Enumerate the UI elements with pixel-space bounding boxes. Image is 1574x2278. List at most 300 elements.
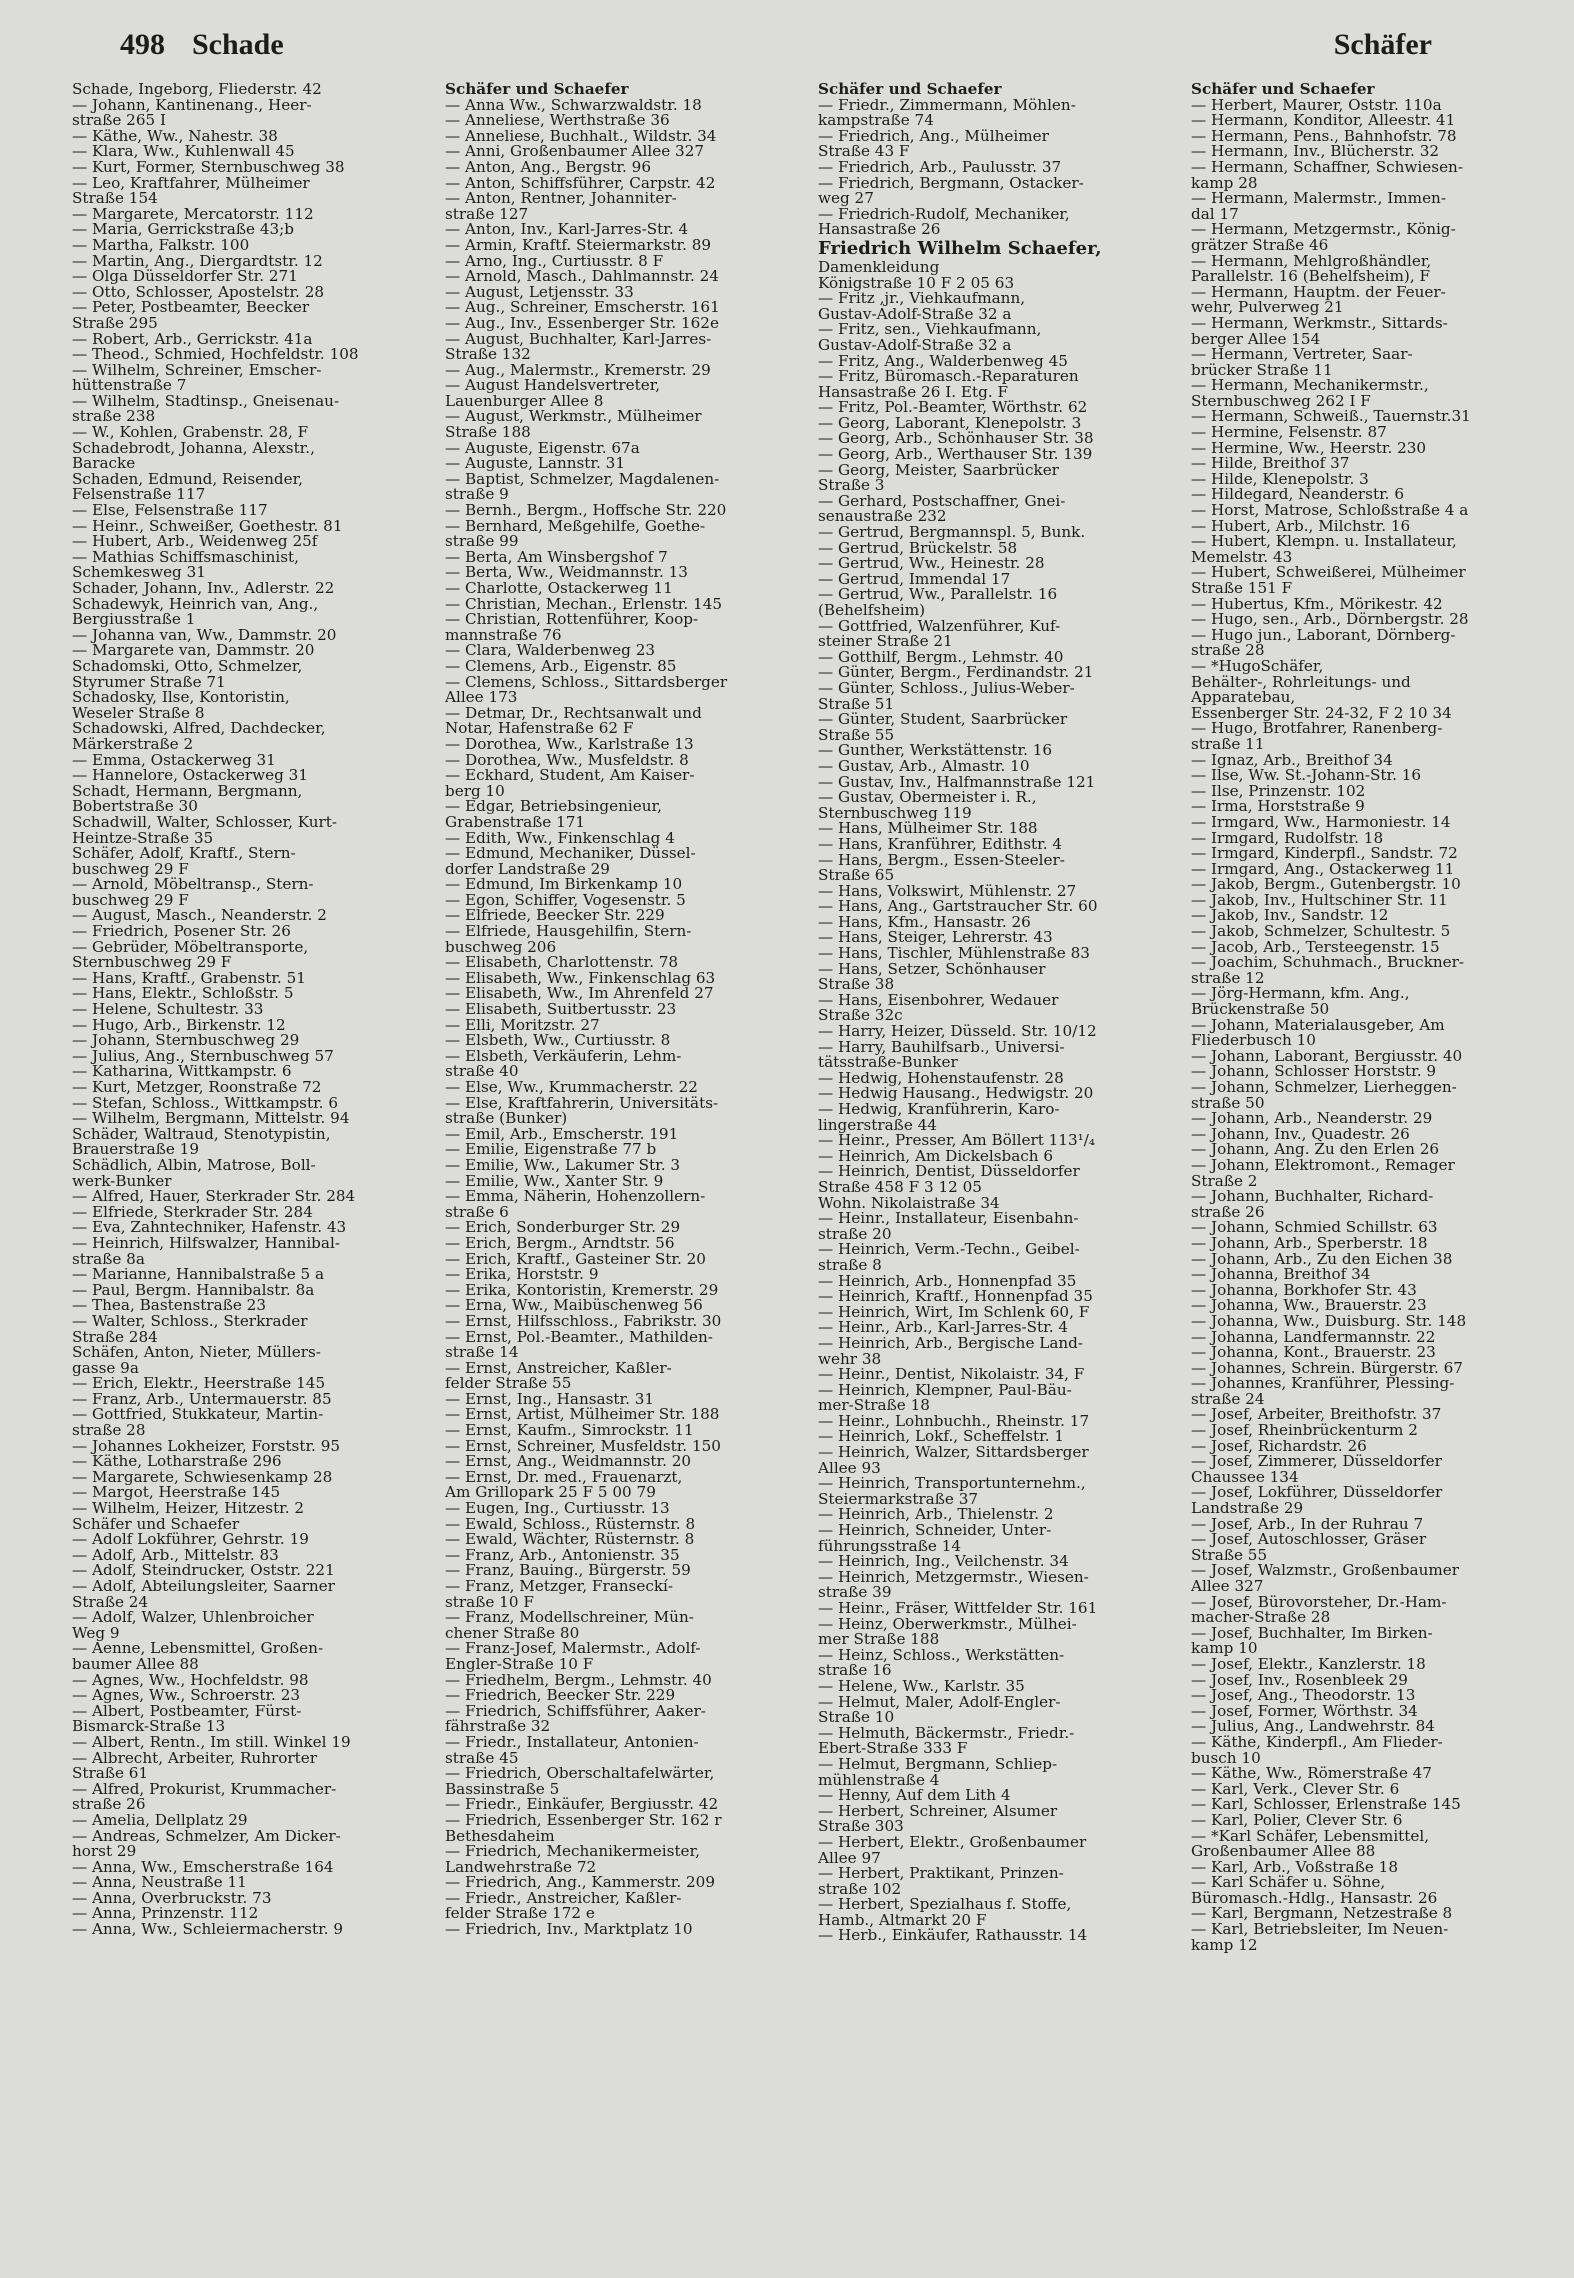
directory-entry-line: — Karl, Betriebsleiter, Im Neuen- <box>1191 1922 1449 1938</box>
directory-entry-line: — Heinr., Installateur, Eisenbahn- <box>818 1211 1079 1227</box>
directory-entry-line: — Hermann, Konditor, Alleestr. 41 <box>1191 113 1456 129</box>
directory-entry-line: — Erika, Kontoristin, Kremerstr. 29 <box>445 1282 719 1299</box>
directory-entry-line: — Armin, Kraftf. Steiermarkstr. 89 <box>445 237 712 254</box>
directory-entry-line: lingerstraße 44 <box>818 1117 937 1134</box>
directory-entry-line: — Karl, Schlosser, Erlenstraße 145 <box>1191 1797 1461 1813</box>
directory-entry-line: — August Handelsvertreter, <box>445 378 661 394</box>
directory-entry-line: — Hermann, Werkmstr., Sittards- <box>1191 315 1448 332</box>
directory-entry-line: — Ilse, Ww. St.-Johann-Str. 16 <box>1191 768 1422 784</box>
directory-entry-line: Damenkleidung <box>818 259 940 276</box>
directory-entry-line: — Margarete, Mercatorstr. 112 <box>72 206 314 223</box>
directory-entry-line: straße 238 <box>72 409 156 426</box>
directory-entry-line: — Hugo, Arb., Birkenstr. 12 <box>72 1017 286 1034</box>
directory-entry-line: buschweg 29 F <box>72 892 189 909</box>
directory-entry-line: — Hermine, Ww., Heerstr. 230 <box>1191 440 1427 457</box>
directory-entry-line: Schadewyk, Heinrich van, Ang., <box>72 596 319 613</box>
directory-entry-line: — Franz-Josef, Malermstr., Adolf- <box>445 1641 701 1657</box>
directory-entry-line: — Johann, Laborant, Bergiusstr. 40 <box>1191 1048 1463 1065</box>
directory-entry-line: dal 17 <box>1191 206 1239 223</box>
directory-entry-line: — Hermann, Hauptm. der Feuer- <box>1191 284 1446 301</box>
directory-entry-line: Märkerstraße 2 <box>72 736 194 753</box>
directory-entry-line: — Ernst, Ang., Weidmannstr. 20 <box>445 1454 692 1470</box>
directory-entry-line: — Agnes, Ww., Schroerstr. 23 <box>72 1688 301 1704</box>
directory-entry-line: — Gebrüder, Möbeltransporte, <box>72 939 309 956</box>
left-running-head: Schade <box>192 28 284 61</box>
directory-entry-line: — Heinrich, Walzer, Sittardsberger <box>818 1445 1089 1461</box>
directory-entry-line: — Ernst, Dr. med., Frauenarzt, <box>445 1469 683 1486</box>
directory-entry-line: Chaussee 134 <box>1191 1469 1299 1486</box>
directory-entry-line: — Josef, Elektr., Kanzlerstr. 18 <box>1191 1656 1426 1673</box>
directory-entry-line: Schäfen, Anton, Nieter, Müllers- <box>72 1345 321 1361</box>
directory-entry-line: — Adolf, Arb., Mittelstr. 83 <box>72 1547 279 1564</box>
directory-entry-line: — Margarete van, Dammstr. 20 <box>72 643 315 659</box>
directory-entry-line: — Josef, Bürovorsteher, Dr.-Ham- <box>1191 1594 1447 1611</box>
directory-entry-line: wehr, Pulverweg 21 <box>1191 300 1344 316</box>
directory-entry-line: brücker Straße 11 <box>1191 362 1333 379</box>
directory-entry-line: — Emilie, Ww., Lakumer Str. 3 <box>445 1157 681 1174</box>
directory-entry-line: Brauerstraße 19 <box>72 1142 200 1158</box>
directory-entry-line: — Auguste, Lannstr. 31 <box>445 456 625 472</box>
directory-entry-line: Schadomski, Otto, Schmelzer, <box>72 658 303 675</box>
directory-entry-line: — Ernst, Kaufm., Simrockstr. 11 <box>445 1423 694 1439</box>
directory-entry-line: — Ignaz, Arb., Breithof 34 <box>1191 752 1393 769</box>
directory-entry-line: — Albert, Postbeamter, Fürst- <box>72 1703 302 1720</box>
directory-entry-line: — Heinrich, Ing., Veilchenstr. 34 <box>818 1554 1069 1570</box>
directory-entry-line: — Ernst, Artist, Mülheimer Str. 188 <box>445 1407 720 1424</box>
directory-entry-line: — Gerhard, Postschaffner, Gnei- <box>818 493 1066 510</box>
directory-entry-line: — Heinrich, Wirt, Im Schlenk 60, F <box>818 1304 1090 1321</box>
directory-entry-line: grätzer Straße 46 <box>1191 237 1329 254</box>
directory-entry-line: — Elisabeth, Ww., Finkenschlag 63 <box>445 970 716 987</box>
directory-entry-line: Straße 55 <box>1191 1547 1268 1564</box>
directory-entry-line: — Josef, Arbeiter, Breithofstr. 37 <box>1191 1407 1442 1424</box>
directory-entry-line: — Elsbeth, Verkäuferin, Lehm- <box>445 1048 682 1065</box>
directory-entry-line: — Josef, Zimmerer, Düsseldorfer <box>1191 1454 1442 1470</box>
page-number: 498 <box>120 28 165 61</box>
directory-entry-line: — Eugen, Ing., Curtiusstr. 13 <box>445 1501 670 1517</box>
directory-entry-line: — Friedrich, Inv., Marktplatz 10 <box>445 1922 693 1938</box>
directory-entry-line: — Heinrich, Arb., Bergische Land- <box>818 1335 1084 1352</box>
directory-entry-line: — Anton, Ang., Bergstr. 96 <box>445 159 652 176</box>
directory-entry-line: — Emil, Arb., Emscherstr. 191 <box>445 1126 679 1143</box>
entry-columns <box>72 82 1542 2262</box>
directory-entry-line: — Leo, Kraftfahrer, Mülheimer <box>72 175 310 192</box>
directory-entry-line: — Dorothea, Ww., Musfeldstr. 8 <box>445 752 689 769</box>
directory-entry-line: — Hans, Tischler, Mühlenstraße 83 <box>818 946 1090 962</box>
directory-entry-line: Parallelstr. 16 (Behelfsheim), F <box>1191 269 1431 285</box>
directory-entry-line: — Johann, Sternbuschweg 29 <box>72 1033 300 1049</box>
directory-entry-line: — Karl, Verk., Clever Str. 6 <box>1191 1781 1400 1798</box>
directory-entry-line: — Wilhelm, Schreiner, Emscher- <box>72 362 322 379</box>
directory-entry-line: — Gertrud, Immendal 17 <box>818 571 1011 588</box>
directory-entry-line: Schäfer, Adolf, Kraftf., Stern- <box>72 846 296 862</box>
directory-entry-line: — Johann, Schlosser Horststr. 9 <box>1191 1064 1437 1080</box>
directory-entry-line: Hansastraße 26 I. Etg. F <box>818 384 1009 401</box>
directory-entry-line: Straße 3 <box>818 478 885 494</box>
directory-entry-line: — Günter, Bergm., Ferdinandstr. 21 <box>818 665 1094 681</box>
directory-entry-line: — Olga Düsseldorfer Str. 271 <box>72 269 298 285</box>
directory-entry-line: — Hermann, Mehlgroßhändler, <box>1191 253 1432 270</box>
directory-entry-line: — Heinz, Oberwerkmstr., Mülhei- <box>818 1616 1077 1633</box>
directory-entry-line: — Amelia, Dellplatz 29 <box>72 1812 248 1829</box>
directory-entry-line: — Paul, Bergm. Hannibalstr. 8a <box>72 1282 315 1299</box>
directory-entry-line: — Josef, Walzmstr., Großenbaumer <box>1191 1563 1459 1579</box>
directory-entry-line: Straße 295 <box>72 315 158 332</box>
directory-entry-line: — Hans, Mülheimer Str. 188 <box>818 821 1038 837</box>
directory-entry-line: — Gertrud, Bergmannspl. 5, Bunk. <box>818 525 1086 541</box>
directory-entry-line: — Karl Schäfer u. Söhne, <box>1191 1875 1386 1891</box>
directory-entry-line: — Martha, Falkstr. 100 <box>72 237 250 254</box>
directory-entry-line: straße 50 <box>1191 1095 1265 1112</box>
directory-entry-line: — Heinr., Presser, Am Böllert 113¹/₄ <box>818 1133 1095 1149</box>
directory-entry-line: — Adolf Lokführer, Gehrstr. 19 <box>72 1532 309 1548</box>
directory-entry-line: Sternbuschweg 29 F <box>72 955 232 971</box>
directory-entry-line: Engler-Straße 10 F <box>445 1656 594 1673</box>
directory-entry-line: — Hugo, Brotfahrer, Ranenberg- <box>1191 721 1443 737</box>
directory-entry-line: — Anna Ww., Schwarzwaldstr. 18 <box>445 97 702 114</box>
directory-entry-line: — Clemens, Schloss., Sittardsberger <box>445 674 728 691</box>
directory-entry-line: — Heinrich, Klempner, Paul-Bäu- <box>818 1382 1072 1399</box>
directory-entry-line: straße 26 <box>1191 1204 1265 1221</box>
directory-entry-line: — Agnes, Ww., Hochfeldstr. 98 <box>72 1672 309 1689</box>
directory-entry-line: — Friedrich, Ang., Mülheimer <box>818 128 1049 145</box>
directory-entry-line: — Berta, Ww., Weidmannstr. 13 <box>445 565 688 581</box>
directory-entry-line: wehr 38 <box>818 1351 882 1368</box>
directory-entry-line: straße 9 <box>445 487 509 504</box>
directory-entry-line: — Fritz, Büromasch.-Reparaturen <box>818 369 1079 385</box>
directory-entry-line: — Adolf, Abteilungsleiter, Saarner <box>72 1579 335 1595</box>
directory-entry-line: dorfer Landstraße 29 <box>445 861 610 878</box>
directory-entry-line: — Jakob, Inv., Sandstr. 12 <box>1191 908 1389 925</box>
directory-entry-line: — Alfred, Prokurist, Krummacher- <box>72 1781 337 1798</box>
right-running-head: Schäfer <box>1333 28 1432 61</box>
directory-entry-line: Behälter-, Rohrleitungs- und <box>1191 674 1411 691</box>
directory-entry-line: Straße 284 <box>72 1329 158 1346</box>
directory-entry-line: — Friedr., Zimmermann, Möhlen- <box>818 97 1076 114</box>
directory-entry-line: — Hubert, Schweißerei, Mülheimer <box>1191 565 1466 581</box>
directory-entry-line: — Friedhelm, Bergm., Lehmstr. 40 <box>445 1672 712 1689</box>
directory-entry-line: — Edmund, Mechaniker, Düssel- <box>445 846 696 862</box>
directory-entry-line: — Helmut, Bergmann, Schliep- <box>818 1756 1058 1773</box>
column-heading: Schäfer und Schaefer <box>1191 82 1375 98</box>
directory-entry-line: — Hermann, Inv., Blücherstr. 32 <box>1191 144 1440 160</box>
directory-entry-line: — Elisabeth, Suitbertusstr. 23 <box>445 1002 677 1018</box>
directory-entry-line: — Johann, Materialausgeber, Am <box>1191 1017 1445 1034</box>
directory-entry-line: Allee 93 <box>818 1460 881 1477</box>
directory-entry-line: — Erich, Kraftf., Gasteiner Str. 20 <box>445 1251 706 1268</box>
directory-entry-line: — Maria, Gerrickstraße 43;b <box>72 222 294 238</box>
directory-entry-line: — Friedrich, Schiffsführer, Aaker- <box>445 1703 706 1720</box>
directory-entry-line: — Hans, Kranführer, Edithstr. 4 <box>818 836 1063 853</box>
directory-entry-line: — Herb., Einkäufer, Rathausstr. 14 <box>818 1928 1088 1945</box>
directory-entry-line: — Georg, Arb., Werthauser Str. 139 <box>818 447 1093 463</box>
directory-entry-line: Bassinstraße 5 <box>445 1781 560 1798</box>
directory-entry-line: Landstraße 29 <box>1191 1501 1304 1517</box>
directory-entry-line: — Edith, Ww., Finkenschlag 4 <box>445 830 675 847</box>
directory-entry-line: — Josef, Rheinbrückenturm 2 <box>1191 1423 1418 1439</box>
directory-entry-line: Baracke <box>72 456 136 472</box>
directory-entry-line: Brückenstraße 50 <box>1191 1002 1330 1018</box>
directory-entry-line: — Alfred, Hauer, Sterkrader Str. 284 <box>72 1189 356 1205</box>
directory-entry-line: Schadowski, Alfred, Dachdecker, <box>72 721 326 737</box>
directory-entry-line: tätsstraße-Bunker <box>818 1055 958 1071</box>
directory-entry-line: mer-Straße 18 <box>818 1398 930 1414</box>
directory-entry-line: kamp 10 <box>1191 1641 1258 1657</box>
directory-entry-line: — Hermann, Metzgermstr., König- <box>1191 222 1456 238</box>
directory-entry-line: — Fritz ,jr., Viehkaufmann, <box>818 291 1026 307</box>
directory-entry-line: — Josef, Inv., Rosenbleek 29 <box>1191 1672 1408 1689</box>
directory-entry-line: — Clara, Walderbenweg 23 <box>445 643 656 659</box>
directory-entry-line: — Herbert, Schreiner, Alsumer <box>818 1803 1058 1820</box>
directory-entry-line: straße 28 <box>1191 643 1265 659</box>
directory-entry-line: berg 10 <box>445 783 505 800</box>
directory-entry-line: — Harry, Bauhilfsarb., Universi- <box>818 1039 1065 1056</box>
directory-entry-line: — Eva, Zahntechniker, Hafenstr. 43 <box>72 1220 347 1236</box>
directory-entry-line: — Johann, Arb., Sperberstr. 18 <box>1191 1235 1428 1252</box>
directory-entry-line: — Franz, Arb., Antonienstr. 35 <box>445 1547 680 1564</box>
directory-entry-line: — Ilse, Prinzenstr. 102 <box>1191 783 1366 800</box>
directory-entry-line: — Ernst, Hilfsschloss., Fabrikstr. 30 <box>445 1313 722 1330</box>
directory-entry-line: Schadosky, Ilse, Kontoristin, <box>72 690 290 706</box>
directory-entry-line: — Bernh., Bergm., Hoffsche Str. 220 <box>445 503 727 519</box>
directory-entry-line: — Elfriede, Beecker Str. 229 <box>445 908 665 925</box>
directory-entry-line: — Elfriede, Hausgehilfin, Stern- <box>445 924 692 940</box>
directory-entry-line: — Johannes, Kranführer, Plessing- <box>1191 1376 1455 1392</box>
directory-entry-line: — Franz, Arb., Untermauerstr. 85 <box>72 1391 332 1408</box>
directory-entry-line: straße 265 I <box>72 113 166 129</box>
directory-entry-line: — Helmut, Maler, Adolf-Engler- <box>818 1694 1061 1711</box>
directory-entry-line: — Helmuth, Bäckermstr., Friedr.- <box>818 1725 1075 1742</box>
directory-entry-line: — Auguste, Eigenstr. 67a <box>445 440 640 457</box>
directory-entry-line: — Georg, Arb., Schönhauser Str. 38 <box>818 431 1094 448</box>
directory-entry-line: — Kurt, Former, Sternbuschweg 38 <box>72 159 345 176</box>
directory-entry-line: mer Straße 188 <box>818 1632 940 1648</box>
directory-entry-line: — Heinr., Lohnbuchh., Rheinstr. 17 <box>818 1413 1090 1430</box>
directory-entry-line: Schader, Johann, Inv., Adlerstr. 22 <box>72 581 335 597</box>
directory-entry-line: straße 8 <box>818 1257 882 1274</box>
directory-entry-line: — Ernst, Ing., Hansastr. 31 <box>445 1391 655 1408</box>
directory-entry-line: Bergiusstraße 1 <box>72 612 196 628</box>
directory-entry-line: Bethesdaheim <box>445 1828 555 1845</box>
directory-entry-line: — Gustav, Inv., Halfmannstraße 121 <box>818 774 1096 791</box>
directory-entry-line: Allee 173 <box>445 690 518 706</box>
directory-entry-line: — Johann, Ang. Zu den Erlen 26 <box>1191 1142 1440 1158</box>
directory-entry-line: Königstraße 10 F 2 05 63 <box>818 275 1015 292</box>
directory-entry-line: Wohn. Nikolaistraße 34 <box>818 1195 1000 1212</box>
directory-entry-line: — Detmar, Dr., Rechtsanwalt und <box>445 705 702 722</box>
directory-entry-line: Weseler Straße 8 <box>72 705 205 722</box>
directory-entry-line: Großenbaumer Allee 88 <box>1191 1844 1376 1860</box>
directory-entry-line: Bismarck-Straße 13 <box>72 1719 226 1735</box>
directory-entry-line: mannstraße 76 <box>445 627 562 644</box>
directory-entry-line: — Christian, Rottenführer, Koop- <box>445 612 699 628</box>
directory-entry-line: — Edgar, Betriebsingenieur, <box>445 799 662 815</box>
directory-entry-line: — Charlotte, Ostackerweg 11 <box>445 581 673 597</box>
directory-entry-line: Schade, Ingeborg, Fliederstr. 42 <box>72 82 322 98</box>
directory-entry-line: — Christian, Mechan., Erlenstr. 145 <box>445 596 723 613</box>
directory-entry-line: Schemkesweg 31 <box>72 565 206 581</box>
directory-entry-line: — Clemens, Arb., Eigenstr. 85 <box>445 658 677 675</box>
directory-entry-line: — Heinrich, Hilfswalzer, Hannibal- <box>72 1235 340 1252</box>
directory-entry-line: straße 8a <box>72 1251 145 1268</box>
directory-entry-line: — Käthe, Kinderpfl., Am Flieder- <box>1191 1734 1443 1751</box>
directory-entry-line: — Anton, Inv., Karl-Jarres-Str. 4 <box>445 222 689 238</box>
directory-entry-line: — Friedr., Einkäufer, Bergiusstr. 42 <box>445 1797 719 1813</box>
directory-entry-line: — Jacob, Arb., Tersteegenstr. 15 <box>1191 939 1440 956</box>
directory-entry-line: — Friedrich, Essenberger Str. 162 r <box>445 1812 722 1829</box>
directory-entry-line: buschweg 29 F <box>72 861 189 878</box>
directory-entry-line: — Robert, Arb., Gerrickstr. 41a <box>72 331 313 348</box>
directory-entry-line: — Katharina, Wittkampstr. 6 <box>72 1064 292 1080</box>
directory-entry-line: straße 28 <box>72 1423 146 1439</box>
directory-entry-line: — Hans, Kraftf., Grabenstr. 51 <box>72 970 306 987</box>
column-1 <box>72 82 437 2262</box>
directory-entry-line: — Anna, Prinzenstr. 112 <box>72 1906 259 1923</box>
directory-entry-line: Lauenburger Allee 8 <box>445 393 604 410</box>
column-heading: Schäfer und Schaefer <box>445 82 629 98</box>
directory-entry-line: — Günter, Schloss., Julius-Weber- <box>818 680 1075 697</box>
directory-entry-line: horst 29 <box>72 1844 137 1860</box>
directory-entry-line: — Heinr., Dentist, Nikolaistr. 34, F <box>818 1367 1085 1383</box>
directory-entry-line: — Erich, Elektr., Heerstraße 145 <box>72 1376 326 1392</box>
directory-entry-line: — Hans, Volkswirt, Mühlenstr. 27 <box>818 883 1077 900</box>
directory-entry-line: — Emilie, Eigenstraße 77 b <box>445 1142 657 1158</box>
directory-entry-line: — Wilhelm, Stadtinsp., Gneisenau- <box>72 393 340 410</box>
directory-entry-line: Schadwill, Walter, Schlosser, Kurt- <box>72 814 338 831</box>
directory-entry-line: straße 11 <box>1191 736 1265 753</box>
directory-entry-line: — Albrecht, Arbeiter, Ruhrorter <box>72 1750 318 1767</box>
directory-entry-line: Straße 65 <box>818 868 895 884</box>
directory-entry-line: gasse 9a <box>72 1360 139 1377</box>
directory-entry-line: — Johann, Schmied Schillstr. 63 <box>1191 1220 1438 1236</box>
directory-entry-line: — Friedrich-Rudolf, Mechaniker, <box>818 206 1070 223</box>
directory-entry-line: — Josef, Lokführer, Düsseldorfer <box>1191 1485 1443 1502</box>
directory-entry-line: — Heinz, Schloss., Werkstätten- <box>818 1647 1065 1664</box>
directory-entry-line: — Franz, Metzger, Franseckí- <box>445 1579 674 1595</box>
directory-entry-line: — Arnold, Möbeltransp., Stern- <box>72 877 314 893</box>
directory-entry-line: — Hermann, Mechanikermstr., <box>1191 378 1429 394</box>
directory-entry-line: straße 26 <box>72 1797 146 1813</box>
directory-entry-line: — Else, Felsenstraße 117 <box>72 503 268 519</box>
directory-entry-line: Heintze-Straße 35 <box>72 830 214 847</box>
directory-entry-line: — Emilie, Ww., Xanter Str. 9 <box>445 1173 664 1190</box>
directory-entry-line: — Käthe, Lotharstraße 296 <box>72 1454 282 1470</box>
directory-entry-line: Straße 132 <box>445 347 531 363</box>
directory-entry-line: — Josef, Buchhalter, Im Birken- <box>1191 1625 1433 1642</box>
directory-entry-line: — Hans, Steiger, Lehrerstr. 43 <box>818 930 1053 947</box>
directory-entry-line: — Hermann, Schaffner, Schwiesen- <box>1191 159 1463 176</box>
directory-entry-line: — Hedwig, Hohenstaufenstr. 28 <box>818 1070 1064 1087</box>
directory-entry-line: — Heinrich, Arb., Honnenpfad 35 <box>818 1273 1077 1290</box>
directory-entry-line: Straße 10 <box>818 1710 895 1726</box>
directory-entry-line: Am Grillopark 25 F 5 00 79 <box>445 1485 656 1502</box>
directory-entry-line: Straße 38 <box>818 977 895 993</box>
directory-entry-line: — Else, Kraftfahrerin, Universitäts- <box>445 1095 719 1112</box>
directory-entry-line: Allee 327 <box>1191 1579 1264 1595</box>
directory-entry-line: — Friedrich, Arb., Paulusstr. 37 <box>818 159 1062 176</box>
directory-entry-line: — Hugo, sen., Arb., Dörnbergstr. 28 <box>1191 612 1469 628</box>
directory-entry-line: — Johanna, Kont., Brauerstr. 23 <box>1191 1345 1436 1361</box>
directory-entry-line: — Heinr., Fräser, Wittfelder Str. 161 <box>818 1601 1098 1617</box>
directory-entry-line: — Anna, Overbruckstr. 73 <box>72 1890 272 1907</box>
directory-entry-line: chener Straße 80 <box>445 1625 580 1642</box>
directory-entry-line: Schäder, Waltraud, Stenotypistin, <box>72 1126 331 1143</box>
directory-entry-line: — Anna, Ww., Emscherstraße 164 <box>72 1859 334 1876</box>
directory-entry-line: — Johann, Schmelzer, Lierheggen- <box>1191 1080 1457 1096</box>
directory-entry-line: — Friedrich, Bergmann, Ostacker- <box>818 175 1084 192</box>
directory-entry-line: — Stefan, Schloss., Wittkampstr. 6 <box>72 1095 338 1112</box>
directory-entry-line: straße 40 <box>445 1064 519 1080</box>
directory-entry-line: — Heinrich, Verm.-Techn., Geibel- <box>818 1242 1080 1258</box>
column-3 <box>818 82 1183 2262</box>
directory-entry-line: Allee 97 <box>818 1850 881 1867</box>
directory-entry-line: Schäfer und Schaefer <box>72 1516 240 1533</box>
directory-entry-line: Straße 151 F <box>1191 581 1293 597</box>
directory-entry-line: straße (Bunker) <box>445 1111 568 1127</box>
directory-entry-line: fährstraße 32 <box>445 1719 551 1735</box>
directory-entry-line: Notar, Hafenstraße 62 F <box>445 721 634 737</box>
directory-entry-line: busch 10 <box>1191 1750 1261 1767</box>
directory-entry-line: — Heinrich, Transportunternehm., <box>818 1476 1086 1492</box>
directory-entry-line: straße 20 <box>818 1226 892 1243</box>
directory-entry-line: — Gertrud, Ww., Parallelstr. 16 <box>818 587 1058 603</box>
directory-entry-line: — August, Masch., Neanderstr. 2 <box>72 908 327 925</box>
directory-entry-line: (Behelfsheim) <box>818 603 926 619</box>
directory-entry-line: — Adolf, Walzer, Uhlenbroicher <box>72 1610 314 1626</box>
directory-entry-line: — Emma, Näherin, Hohenzollern- <box>445 1189 706 1205</box>
directory-entry-line: — Elfriede, Sterkrader Str. 284 <box>72 1204 313 1221</box>
directory-entry-line: — Ernst, Pol.-Beamter., Mathilden- <box>445 1329 713 1346</box>
directory-entry-line: Bobertstraße 30 <box>72 799 198 815</box>
directory-entry-line: Straße 2 <box>1191 1173 1258 1190</box>
directory-entry-line: Gustav-Adolf-Straße 32 a <box>818 306 1012 323</box>
directory-entry-line: — Helene, Ww., Karlstr. 35 <box>818 1678 1025 1695</box>
directory-entry-line: Apparatebau, <box>1191 690 1296 706</box>
directory-entry-line: — Elsbeth, Ww., Curtiusstr. 8 <box>445 1033 671 1049</box>
directory-entry-line: Straße 32c <box>818 1008 903 1025</box>
directory-entry-line: steiner Straße 21 <box>818 634 953 650</box>
directory-entry-line: — Johann, Kantinenang., Heer- <box>72 97 312 114</box>
directory-entry-line: Felsenstraße 117 <box>72 487 206 504</box>
directory-entry-line: — Irmgard, Kinderpfl., Sandstr. 72 <box>1191 846 1458 862</box>
directory-entry-line: — Baptist, Schmelzer, Magdalenen- <box>445 471 720 488</box>
column-4 <box>1191 82 1556 2262</box>
directory-entry-line: Essenberger Str. 24-32, F 2 10 34 <box>1191 705 1452 722</box>
directory-entry-line: — Hermann, Vertreter, Saar- <box>1191 347 1413 363</box>
directory-entry-line: — Irmgard, Ang., Ostackerweg 11 <box>1191 861 1455 878</box>
directory-entry-line: — Fritz, sen., Viehkaufmann, <box>818 322 1042 338</box>
directory-entry-line: — Gottfried, Walzenführer, Kuf- <box>818 618 1061 635</box>
directory-entry-line: straße 12 <box>1191 970 1265 987</box>
directory-entry-line: — Johanna, Borkhofer Str. 43 <box>1191 1282 1417 1299</box>
directory-entry-line: — Hubert, Arb., Milchstr. 16 <box>1191 518 1411 535</box>
directory-entry-line: — Aenne, Lebensmittel, Großen- <box>72 1641 324 1657</box>
directory-entry-line: — Irmgard, Rudolfstr. 18 <box>1191 830 1384 847</box>
directory-entry-line: — Karl, Bergmann, Netzestraße 8 <box>1191 1906 1453 1923</box>
directory-entry-line: — Anni, Großenbaumer Allee 327 <box>445 144 705 160</box>
directory-entry-line: baumer Allee 88 <box>72 1656 199 1673</box>
directory-entry-line: — Klara, Ww., Kuhlenwall 45 <box>72 144 295 160</box>
directory-entry-line: — Käthe, Ww., Römerstraße 47 <box>1191 1766 1432 1782</box>
directory-entry-line: — Hubert, Arb., Weidenweg 25f <box>72 534 318 550</box>
directory-entry-line: — Bernhard, Meßgehilfe, Goethe- <box>445 518 706 535</box>
directory-entry-line: berger Allee 154 <box>1191 331 1321 348</box>
directory-entry-line: Fliederbusch 10 <box>1191 1033 1316 1049</box>
directory-entry-line: — Wilhelm, Bergmann, Mittelstr. 94 <box>72 1111 350 1127</box>
directory-entry-line: — August, Letjensstr. 33 <box>445 284 634 301</box>
directory-entry-line: — Hilde, Breithof 37 <box>1191 456 1350 472</box>
directory-entry-line: — Georg, Meister, Saarbrücker <box>818 462 1059 479</box>
